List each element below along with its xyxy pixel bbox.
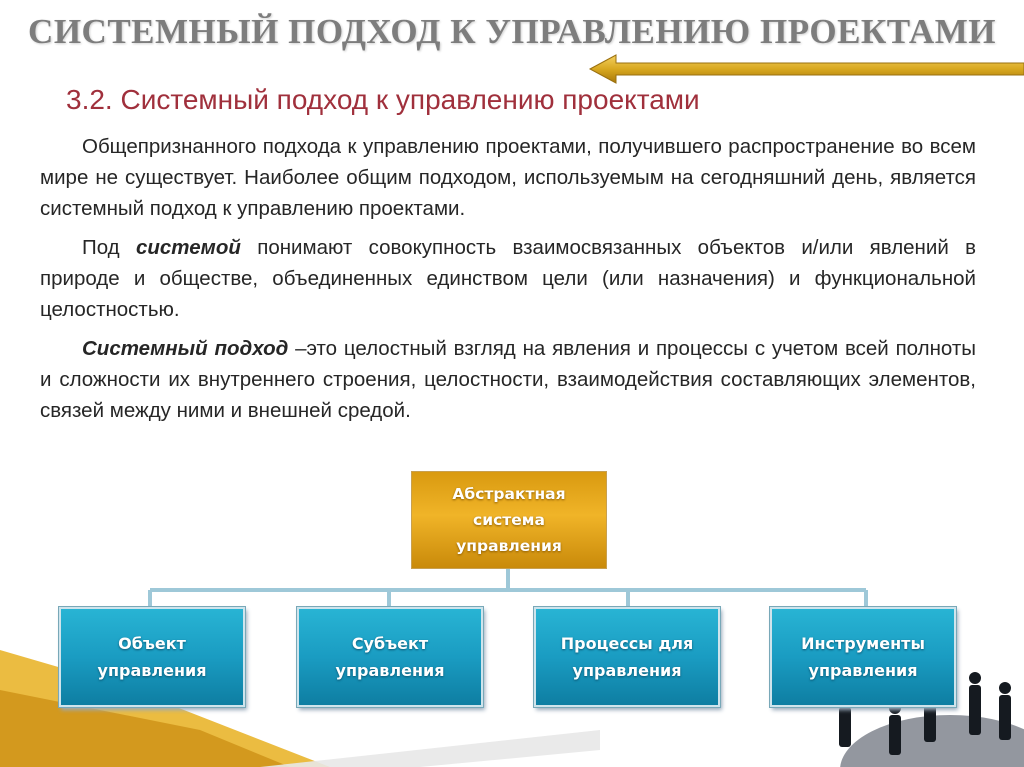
- paragraph-approach-rest: –это целостный взгляд на явления и процессы с учетом всей полноты и сложности их внутреннего строения, целостности, взаимодействия составляющих элементов, связей между ними и внешней средой.: [40, 337, 976, 422]
- paragraph-prefix: Под: [82, 236, 136, 259]
- child-node-line2: управления: [808, 661, 918, 680]
- left-arrow-icon: [588, 54, 1024, 84]
- slide-title: СИСТЕМНЫЙ ПОДХОД К УПРАВЛЕНИЮ ПРОЕКТАМИ: [28, 12, 996, 51]
- child-node-line1: Инструменты: [801, 634, 925, 653]
- content-text: [40, 131, 976, 434]
- root-node-line1: Абстрактная: [452, 485, 566, 503]
- term-systems-approach: Системный подход: [82, 337, 289, 360]
- child-node-tools: [770, 607, 956, 707]
- root-node-line3: управления: [456, 537, 562, 555]
- paragraph-systems-approach: [40, 333, 976, 426]
- root-node-abstract-system: [411, 471, 607, 569]
- child-node-object: [59, 607, 245, 707]
- child-node-line2: управления: [97, 661, 207, 680]
- child-node-line2: управления: [335, 661, 445, 680]
- child-node-line1: Субъект: [351, 634, 429, 653]
- child-node-processes: [534, 607, 720, 707]
- child-node-line1: Объект: [118, 634, 186, 653]
- child-node-line1: Процессы для: [560, 634, 694, 653]
- section-title: 3.2. Системный подход к управлению проектами: [66, 84, 700, 115]
- paragraph-system: [40, 232, 976, 325]
- paragraph-system-rest: понимают совокупность взаимосвязанных объектов и/или явлений в природе и обществе, объединенных единством цели (или назначения) и функциональной целостностью.: [40, 236, 976, 321]
- child-node-line2: управления: [572, 661, 682, 680]
- root-node-line2: система: [473, 511, 545, 529]
- paragraph-intro: Общепризнанного подхода к управлению проектами, получившего распространение во всем мире не существует. Наиболее общим подходом, используемым на сегодняшний день, является системный подход к управлению проектами.: [40, 135, 976, 220]
- child-node-subject: [297, 607, 483, 707]
- term-system: системой: [135, 236, 241, 259]
